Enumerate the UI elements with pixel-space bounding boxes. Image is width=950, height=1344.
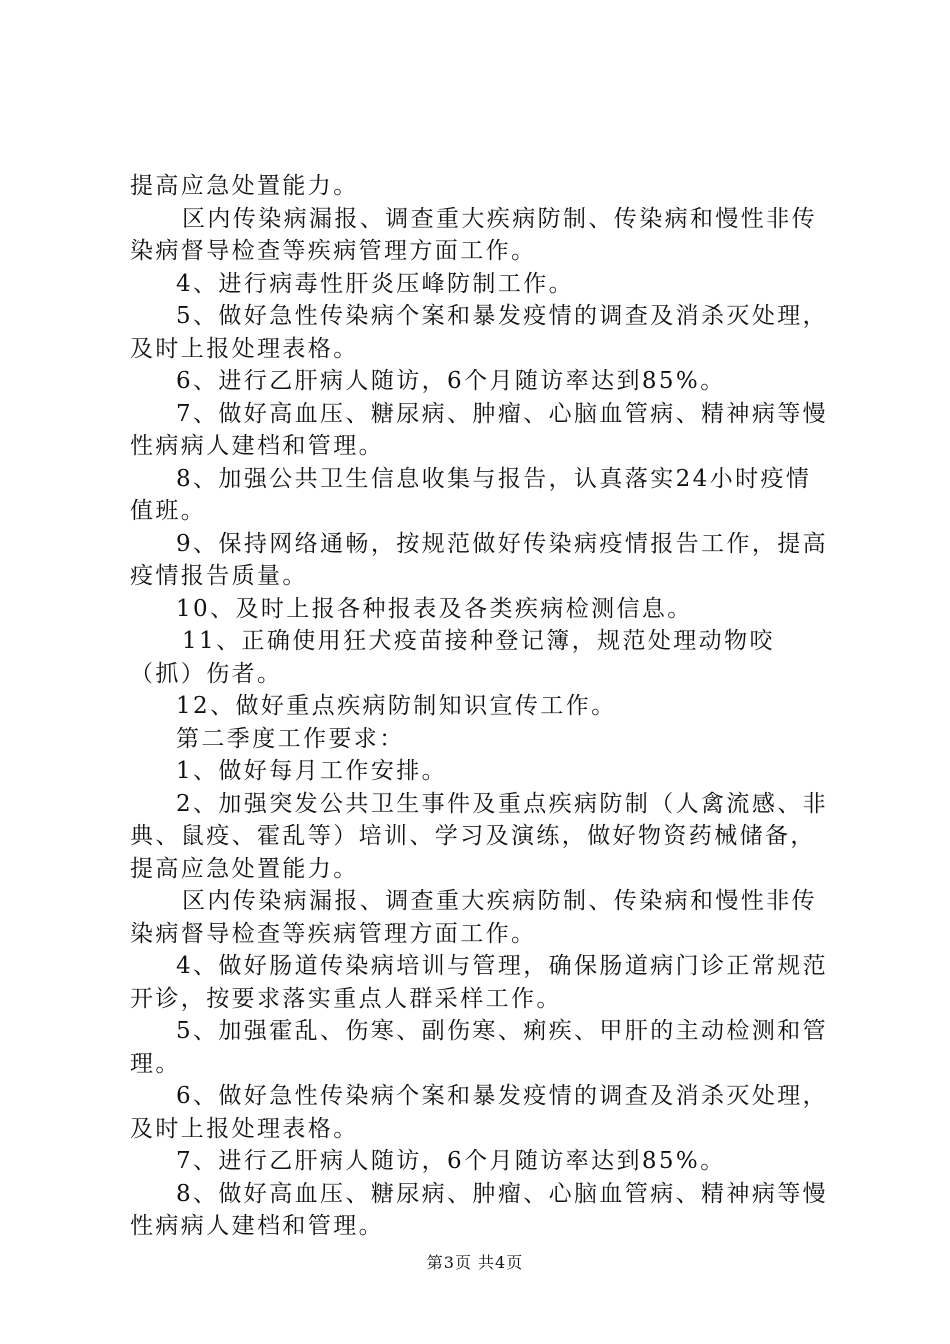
document-body <box>130 170 830 1243</box>
list-item: 9、保持网络通畅，按规范做好传染病疫情报告工作，提高疫情报告质量。 <box>130 530 829 589</box>
list-item: 1、做好每月工作安排。 <box>176 758 448 784</box>
list-item: 4、做好肠道传染病培训与管理，确保肠道病门诊正常规范开诊，按要求落实重点人群采样工作。 <box>130 953 829 1012</box>
list-item: 7、做好高血压、糖尿病、肿瘤、心脑血管病、精神病等慢性病病人建档和管理。 <box>130 400 829 459</box>
list-item: 10、及时上报各种报表及各类疾病检测信息。 <box>176 595 693 622</box>
list-item: 5、加强霍乱、伤寒、副伤寒、痢疾、甲肝的主动检测和管理。 <box>130 1018 829 1077</box>
paragraph-continuation: 提高应急处置能力。 <box>130 173 359 199</box>
list-item: 11、正确使用狂犬疫苗接种登记簿，规范处理动物咬（抓）伤者。 <box>130 628 775 687</box>
list-item: 5、做好急性传染病个案和暴发疫情的调查及消杀灭处理，及时上报处理表格。 <box>130 303 829 362</box>
page-number-footer: 第3页 共4页 <box>426 1253 524 1272</box>
list-item: 2、加强突发公共卫生事件及重点疾病防制（人禽流感、非典、鼠疫、霍乱等）培训、学习及演练，做好物资药械储备，提高应急处置能力。 <box>130 790 829 882</box>
section-heading: 第二季度工作要求： <box>176 725 405 752</box>
list-item: 7、进行乙肝病人随访，6个月随访率达到85%。 <box>176 1148 726 1174</box>
list-item: 12、做好重点疾病防制知识宣传工作。 <box>176 693 617 719</box>
list-item: 8、加强公共卫生信息收集与报告，认真落实24小时疫情值班。 <box>130 465 812 524</box>
paragraph: 区内传染病漏报、调查重大疾病防制、传染病和慢性非传染病督导检查等疾病管理方面工作。 <box>130 888 817 947</box>
list-item: 4、进行病毒性肝炎压峰防制工作。 <box>176 270 575 297</box>
list-item: 8、做好高血压、糖尿病、肿瘤、心脑血管病、精神病等慢性病病人建档和管理。 <box>130 1180 829 1239</box>
list-item: 6、进行乙肝病人随访，6个月随访率达到85%。 <box>176 368 726 394</box>
list-item: 6、做好急性传染病个案和暴发疫情的调查及消杀灭处理，及时上报处理表格。 <box>130 1083 829 1142</box>
paragraph: 区内传染病漏报、调查重大疾病防制、传染病和慢性非传染病督导检查等疾病管理方面工作。 <box>130 205 817 264</box>
